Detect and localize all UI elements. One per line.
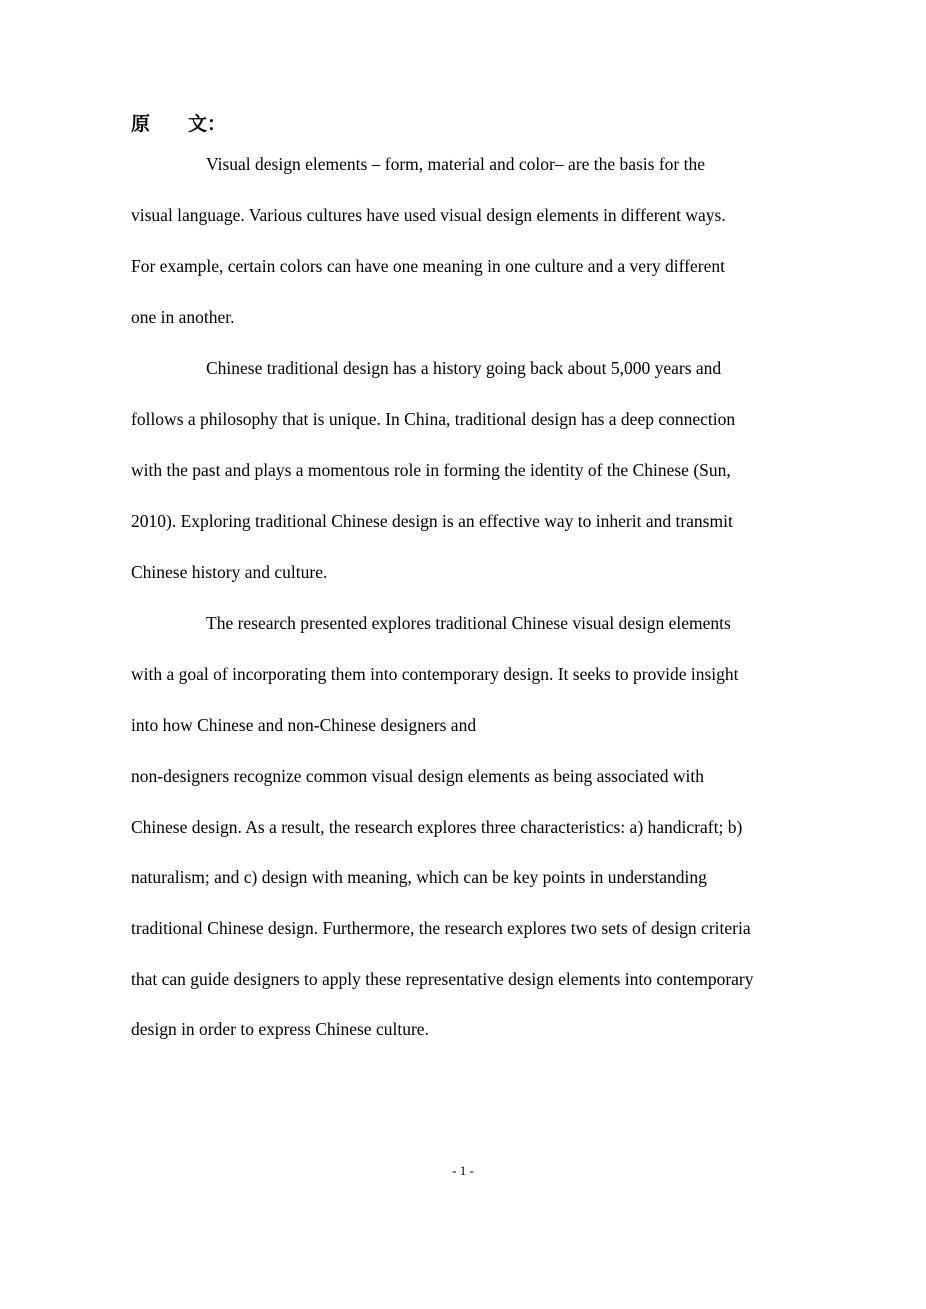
paragraph-2-line-3: with the past and plays a momentous role in forming the identity of the Chinese (Sun, bbox=[131, 460, 731, 480]
paragraph-2-line-4: 2010). Exploring traditional Chinese design is an effective way to inherit and transmit bbox=[131, 511, 733, 531]
paragraph-2-line-2: follows a philosophy that is unique. In China, traditional design has a deep connection bbox=[131, 409, 736, 429]
page-number: - 1 - bbox=[452, 1163, 474, 1178]
paragraph-2-line-1: Chinese traditional design has a history going back about 5,000 years and bbox=[206, 358, 722, 378]
paragraph-3-line-2: with a goal of incorporating them into contemporary design. It seeks to provide insight bbox=[131, 664, 739, 684]
paragraph-1-line-2: visual language. Various cultures have used visual design elements in different ways. bbox=[131, 205, 726, 225]
paragraph-1-line-4: one in another. bbox=[131, 307, 235, 327]
paragraph-2-line-5: Chinese history and culture. bbox=[131, 562, 328, 582]
paragraph-3-line-9: design in order to express Chinese culture. bbox=[131, 1019, 429, 1039]
paragraph-3-line-1: The research presented explores traditional Chinese visual design elements bbox=[206, 613, 731, 633]
paragraph-3-line-7: traditional Chinese design. Furthermore, the research explores two sets of design criteria bbox=[131, 918, 751, 938]
paragraph-3-line-5: Chinese design. As a result, the research explores three characteristics: a) handicraft; b) bbox=[131, 817, 743, 837]
paragraph-1-line-1: Visual design elements – form, material and color– are the basis for the bbox=[206, 154, 705, 174]
paragraph-3-line-4: non-designers recognize common visual design elements as being associated with bbox=[131, 766, 704, 786]
paragraph-3-line-3: into how Chinese and non-Chinese designers and bbox=[131, 715, 477, 735]
paragraph-3-line-6: naturalism; and c) design with meaning, which can be key points in understanding bbox=[131, 867, 707, 887]
paragraph-3-line-8: that can guide designers to apply these representative design elements into contemporary bbox=[131, 969, 754, 989]
paragraph-1-line-3: For example, certain colors can have one meaning in one culture and a very different bbox=[131, 256, 725, 276]
section-heading: 原 文： bbox=[131, 113, 227, 135]
